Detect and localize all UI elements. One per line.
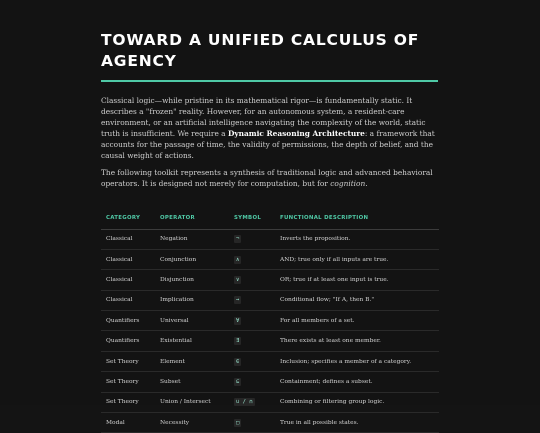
symbol-badge: ∀	[236, 317, 240, 324]
intro-paragraph-2	[101, 167, 439, 189]
cell-symbol	[229, 413, 275, 433]
table-header-row	[101, 207, 439, 229]
cell-symbol	[229, 229, 275, 249]
header-description: FUNCTIONAL DESCRIPTION	[275, 207, 439, 229]
operator-table	[101, 207, 439, 433]
intro-p2-emphasis: cognition	[330, 179, 366, 188]
table-body	[101, 229, 439, 433]
cell-operator: Universal	[155, 311, 229, 331]
table-row	[101, 270, 439, 290]
cell-description: For all members of a set.	[275, 311, 439, 331]
cell-operator: Necessity	[155, 413, 229, 433]
symbol-badge: ¬	[236, 236, 240, 243]
cell-category: Classical	[101, 270, 155, 290]
symbol-badge: →	[236, 297, 240, 304]
cell-category: Classical	[101, 229, 155, 249]
cell-category: Set Theory	[101, 392, 155, 412]
cell-category: Quantifiers	[101, 311, 155, 331]
cell-operator: Subset	[155, 372, 229, 392]
cell-category: Set Theory	[101, 372, 155, 392]
table-row	[101, 331, 439, 351]
cell-description: Containment; defines a subset.	[275, 372, 439, 392]
table-row	[101, 351, 439, 371]
cell-symbol	[229, 351, 275, 371]
cell-description: Inclusion; specifies a member of a category.	[275, 351, 439, 371]
cell-symbol	[229, 270, 275, 290]
cell-operator: Negation	[155, 229, 229, 249]
cell-symbol	[229, 249, 275, 269]
symbol-badge: ⊆	[236, 378, 240, 385]
cell-symbol	[229, 290, 275, 310]
title-divider	[101, 80, 438, 82]
header-category: CATEGORY	[101, 207, 155, 229]
intro-p2-start: The following toolkit represents a synthesis of traditional logic and advanced behavioral operators. It is designed not merely for computation, but for	[101, 168, 433, 188]
cell-description: True in all possible states.	[275, 413, 439, 433]
cell-operator: Union / Intersect	[155, 392, 229, 412]
cell-category: Classical	[101, 249, 155, 269]
cell-category: Classical	[101, 290, 155, 310]
symbol-badge: ∪ / ∩	[236, 399, 253, 406]
cell-category: Quantifiers	[101, 331, 155, 351]
table-row	[101, 311, 439, 331]
cell-description: Inverts the proposition.	[275, 229, 439, 249]
symbol-badge: ∈	[236, 358, 240, 365]
cell-symbol	[229, 311, 275, 331]
cell-operator: Disjunction	[155, 270, 229, 290]
intro-paragraph-1	[101, 95, 439, 161]
header-operator: OPERATOR	[155, 207, 229, 229]
table-row	[101, 372, 439, 392]
intro-p1-bold: Dynamic Reasoning Architecture	[227, 129, 365, 138]
intro-p2-end: .	[365, 179, 368, 188]
cell-description: There exists at least one member.	[275, 331, 439, 351]
page-title: TOWARD A UNIFIED CALCULUS OF AGENCY	[101, 31, 420, 70]
cell-operator: Conjunction	[155, 249, 229, 269]
symbol-badge: ∧	[236, 256, 240, 263]
symbol-badge: ∃	[236, 338, 240, 345]
cell-description: OR; true if at least one input is true.	[275, 270, 439, 290]
cell-description: Combining or filtering group logic.	[275, 392, 439, 412]
cell-description: AND; true only if all inputs are true.	[275, 249, 439, 269]
intro-p1-start: Classical logic—while pristine in its mathematical rigor—is fundamentally static. It describes a "frozen" reality. However, for an autonomous system, a resident-care environment, or an artificial intelligence navigating the complexity of the world, static truth is insufficient. We require a	[101, 96, 426, 138]
cell-category: Set Theory	[101, 351, 155, 371]
table-row	[101, 229, 439, 249]
cell-description: Conditional flow; "If A, then B."	[275, 290, 439, 310]
intro-p1-end: : a framework that accounts for the passage of time, the validity of permissions, the depth of belief, and the causal weight of actions.	[101, 129, 435, 160]
cell-operator: Existential	[155, 331, 229, 351]
header-symbol: SYMBOL	[229, 207, 275, 229]
cell-category: Modal	[101, 413, 155, 433]
table-row	[101, 392, 439, 412]
cell-symbol	[229, 331, 275, 351]
cell-operator: Element	[155, 351, 229, 371]
table-row	[101, 290, 439, 310]
symbol-badge: ∨	[236, 276, 240, 283]
cell-symbol	[229, 372, 275, 392]
article	[101, 30, 439, 433]
symbol-badge: □	[236, 419, 240, 426]
cell-symbol	[229, 392, 275, 412]
table-row	[101, 249, 439, 269]
cell-operator: Implication	[155, 290, 229, 310]
table-row	[101, 413, 439, 433]
